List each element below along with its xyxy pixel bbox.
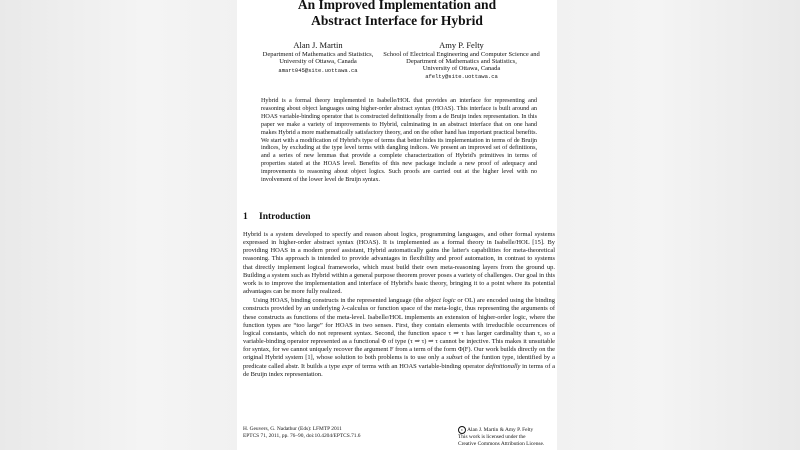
emphasis: expr [341, 362, 354, 370]
venue-line: EPTCS 71, 2011, pp. 76–90, doi:10.4204/EPTCS.71.6 [243, 433, 361, 439]
author-affiliation: Department of Mathematics and Statistics, [406, 57, 517, 65]
text-run: of terms with an HOAS variable-binding operator [353, 362, 487, 370]
paper-title-line-1: An Improved Implementation and [297, 0, 497, 12]
emphasis: definitionally [486, 362, 521, 370]
author-block-felty [379, 40, 544, 81]
copyright-holders: Alan J. Martin & Amy P. Felty [467, 427, 534, 434]
body-text [243, 231, 555, 379]
author-block-martin [253, 40, 383, 74]
author-affiliation: School of Electrical Engineering and Computer Science and [383, 51, 540, 58]
copyright-icon: c [458, 426, 466, 434]
author-affiliation: University of Ottawa, Canada [422, 64, 501, 72]
author-name: Amy P. Felty [439, 40, 484, 50]
paragraph [243, 297, 555, 379]
author-affiliation: Department of Mathematics and Statistics, [262, 51, 374, 58]
text-run: of the funtion type, identified by a predicate called abstr. It builds a type [243, 354, 555, 370]
paragraph: Hybrid is a system developed to specify and reason about logics, programming languages, and other formal systems expressed in higher-order abstract syntax (HOAS). It is implemented as a formal theory in Isabelle/HOL [15]. By providing HOAS in a modern proof assistant, Hybrid automatically gains the latter's capabilities for meta-theoretical reasoning. This approach is intended to provide advantages in flexibility and proof automation, in contrast to systems that directly implement logical frameworks, which must build their own meta-reasoning layers from the ground up. Building a system such as Hybrid within a general purpose theorem prover poses a variety of challenges. Our goal in this work is to improve the implementation and interface of Hybrid's basic theory, bringing it to a point where its potential advantages can be more fully realized. [243, 231, 555, 296]
section-number: 1 [243, 212, 248, 222]
author-affiliation: University of Ottawa, Canada [279, 57, 357, 65]
author-name: Alan J. Martin [293, 40, 343, 50]
venue-info [243, 426, 423, 440]
license-info [458, 426, 557, 448]
emphasis: object logic [425, 297, 456, 305]
paper-title-line-2: Abstract Interface for Hybrid [311, 13, 483, 28]
license-line: This work is licensed under the [458, 434, 526, 441]
abstract: Hybrid is a formal theory implemented in Isabelle/HOL that provides an interface for representing and reasoning about object languages using higher-order abstract syntax (HOAS). This interface is built around an HOAS variable-binding operator that is constructed definitionally from a de Bruijn index representation. In this paper we make a variety of improvements to Hybrid, culminating in an abstract interface that on one hand makes Hybrid a more mathematically satisfactory theory, and on the other hand has important practical benefits. We start with a modification of Hybrid's type of terms that better hides its implementation in terms of de Bruijn indices, by excluding at the type level terms with dangling indices. We present an improved set of definitions, and a series of new lemmas that provide a complete characterization of Hybrid's primitives in terms of properties stated at the HOAS level. Benefits of this new package include a new proof of adequacy and improvements to reasoning about object logics. Such proofs are carried out at the higher level with no involvement of the lower level de Bruijn syntax. [261, 98, 537, 184]
text-run: or OL) are encoded using the binding constructs provided by an underlying λ-calculus or function space of the meta-logic, thus representing the arguments of these constructs as functions of the meta-level. Isabelle/HOL implements an extension of higher-order logic, where the function types are “too large” for HOAS in two senses. First, they contain elements with irreducible occurrences of logical constants, which do not represent syntax. Second, the function space τ ⇒ τ has larger cardinality than τ, so a variable-binding operator represented as a functional Φ of type (τ ⇒ τ) ⇒ τ cannot be injective. This makes it unsuitable for syntax, for we cannot uniquely recover the argument F from a term of the form Φ(F). Our work builds directly on the original Hybrid system [1], whose solution to both problems is to use only a [243, 297, 555, 362]
venue-line: H. Geuvers, G. Nadathur (Eds): LFMTP 2011 [243, 426, 342, 432]
emphasis: subset [446, 354, 463, 362]
author-email: afelty@site.uottawa.ca [425, 73, 498, 81]
text-run: in terms of a de Bruijn index representation. [243, 362, 555, 378]
text-run: Using HOAS, binding constructs in the represented language (the [253, 297, 426, 305]
author-email: amart045@site.uottawa.ca [278, 66, 358, 74]
license-line: Creative Commons Attribution License. [458, 441, 545, 448]
paper-page [237, 0, 557, 450]
section-heading [243, 212, 311, 222]
section-title: Introduction [259, 212, 311, 222]
